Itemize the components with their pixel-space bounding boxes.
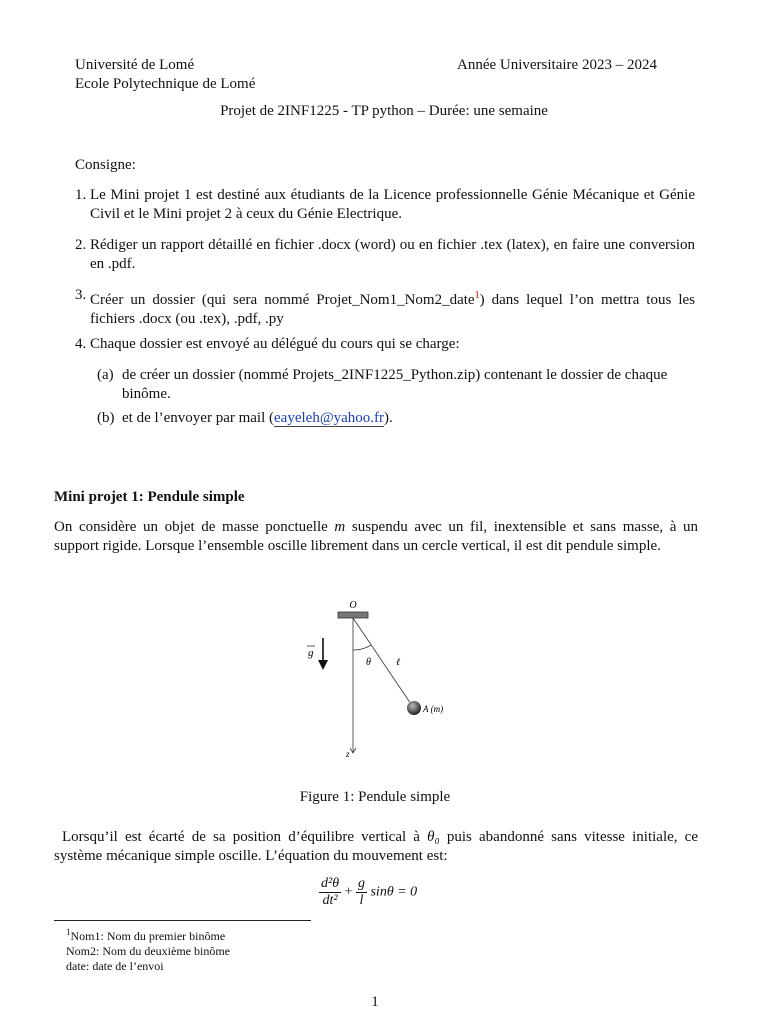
item-text: Rédiger un rapport détaillé en fichier .docx (word) ou en fichier .tex (latex), en faire une conversion en .pdf. (90, 237, 695, 272)
consigne-subitem-b (97, 409, 697, 428)
consigne-item-1 (75, 186, 695, 224)
footnote-line-2: Nom2: Nom du deuxième binôme (66, 944, 230, 958)
plus-sign: + (344, 884, 353, 900)
pendulum-mass (407, 701, 421, 715)
item-text: Créer un dossier (qui sera nommé Projet_Nom1_Nom2_date$^1$) dans lequel l’on mettra tous les fichiers .docx (ou .tex), .pdf, .py (90, 290, 695, 327)
email-link[interactable]: eayeleh@yahoo.fr (274, 410, 385, 426)
pendulum-figure (290, 596, 480, 766)
section-heading: Mini projet 1: Pendule simple (54, 489, 245, 505)
intro-paragraph: On considère un objet de masse ponctuelle m suspendu avec un fil, inextensible et sans masse, à un support rigide. Lorsque l’ensemble oscille librement dans un cercle vertical, il est dit pendule simple. (54, 519, 698, 554)
footnote-mark: 1 (66, 927, 71, 937)
equation-of-motion (319, 876, 417, 909)
footnote-line-3: date: date de l’envoi (66, 959, 164, 973)
footnote-line-1: $^1$Nom1: Nom du premier binôme (66, 927, 226, 943)
theta-arc (353, 645, 371, 650)
consigne-item-4 (75, 335, 695, 354)
item-number: 3. (75, 287, 87, 303)
consigne-item-3 (75, 286, 695, 329)
footnote-rule (54, 920, 311, 921)
consigne-label: Consigne: (75, 157, 136, 173)
academic-year: Année Universitaire 2023 – 2024 (457, 57, 657, 73)
gravity-arrowhead (318, 660, 328, 670)
footnote (66, 925, 230, 974)
item-number: 2. (75, 237, 87, 253)
label-theta: θ (366, 657, 371, 668)
label-ell: ℓ (396, 657, 401, 668)
figure-caption: Figure 1: Pendule simple (299, 789, 451, 805)
subitem-number: (b) (97, 410, 115, 426)
pendulum-string (353, 618, 413, 707)
school-name: Ecole Polytechnique de Lomé (75, 76, 256, 92)
subitem-text: de créer un dossier (nommé Projets_2INF1225_Python.zip) contenant le dossier de chaque binôme. (122, 367, 668, 402)
rigid-support (338, 612, 368, 618)
project-title: Projet de 2INF1225 - TP python – Durée: une semaine (220, 103, 548, 119)
equation-rest: sinθ = 0 (370, 884, 418, 900)
university-name: Université de Lomé (75, 57, 195, 73)
label-z: z (346, 749, 350, 759)
item-text: Chaque dossier est envoyé au délégué du cours qui se charge: (90, 336, 460, 352)
footnote-reference[interactable]: 1 (474, 290, 480, 301)
consigne-item-2 (75, 236, 695, 274)
label-a: A (m) (423, 704, 444, 714)
page-number: 1 (371, 994, 379, 1010)
item-number: 4. (75, 336, 87, 352)
label-g: g (308, 647, 314, 659)
motion-paragraph: Lorsqu’il est écarté de sa position d’équilibre vertical à θ₀ puis abandonné sans vitesse initiale, ce système mécanique simple oscille. L’équation du mouvement est: (54, 829, 698, 864)
item-text: Le Mini projet 1 est destiné aux étudiants de la Licence professionnelle Génie Mécanique et Génie Civil et le Mini projet 2 à ceux du Génie Electrique. (90, 187, 695, 222)
label-o: O (349, 600, 357, 611)
subitem-number: (a) (97, 367, 114, 383)
second-derivative: $\frac{\text{d²θ}}{\text{dt²}}$ (321, 876, 340, 908)
subitem-text: et de l’envoyer par mail (eayeleh@yahoo.fr). (122, 410, 393, 426)
g-over-l: $\frac{g}{l}$ (357, 876, 365, 908)
item-number: 1. (75, 187, 87, 203)
consigne-subitem-a (97, 366, 697, 404)
